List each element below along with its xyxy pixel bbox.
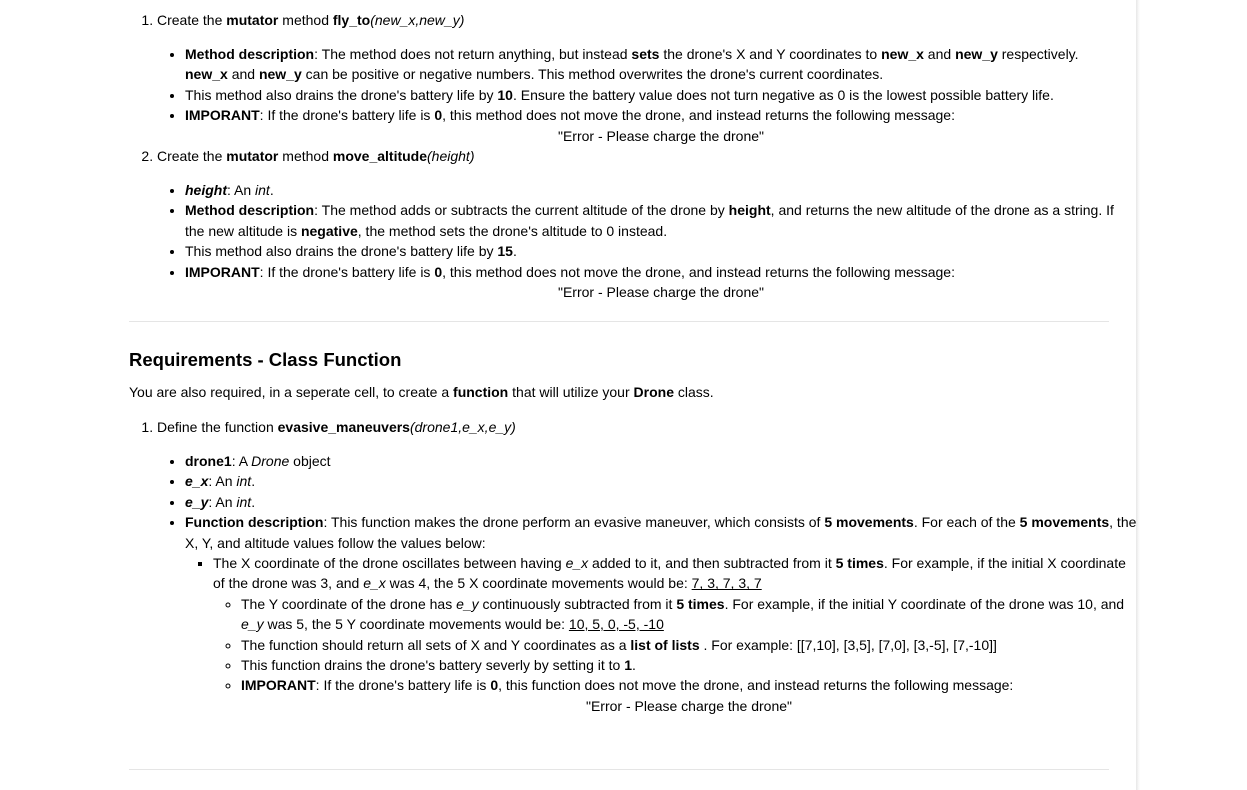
text: . [632,657,636,674]
text: and [923,46,956,62]
fly-to-details [157,44,1137,146]
text: IMPORANT [241,677,316,694]
text: that will utilize your [508,384,634,400]
list-item [241,594,1137,635]
method-name: fly_to [332,12,371,28]
text: : If the drone's battery life is [259,263,435,280]
list-item [185,180,1137,200]
text: int [236,493,252,510]
text: and [227,66,259,83]
text: This method also drains the drone's battery life by [185,86,498,103]
list-item [185,451,1137,471]
text: . For example, if the initial Y coordinate of the drone was 10, and [724,595,1125,612]
text: . [251,473,256,490]
text: , the X, Y, and altitude values follow the values below: [185,514,1137,551]
text: int [236,473,252,490]
text: Method description [185,202,315,219]
text: mutator [226,148,279,165]
text: IMPORANT [185,263,260,280]
error-message: "Error - Please charge the drone" [557,127,765,144]
method-params: (new_x,new_y) [370,12,465,28]
text: Method description [185,46,315,62]
section-title: Requirements - Class Function [129,349,402,370]
text: . [251,493,256,510]
section-intro [129,384,714,400]
text: Create the [157,12,227,28]
text: . For example: [[7,10], [3,5], [7,0], [3,-5], [7,-10]] [699,636,997,653]
function-steps-list [129,417,1137,716]
text: : If the drone's battery life is [315,677,491,694]
sub-rules [213,594,1137,716]
method-name: move_altitude [332,148,428,165]
text: The function should return all sets of X and Y coordinates as a [241,636,631,653]
text: : A [231,453,252,469]
text: Function description [185,514,324,531]
text: : An [208,473,237,490]
text: drone1 [185,453,232,469]
text: height [185,182,227,199]
text: object [289,453,331,469]
text: This function drains the drone's battery severly by setting it to [241,657,625,674]
text: was 4, the 5 X coordinate movements would be: [385,575,692,592]
text: function [453,384,509,400]
x-example: 7, 3, 7, 3, 7 [691,575,762,592]
text: list of lists [630,636,700,653]
function-details [157,451,1137,716]
text: negative [300,222,358,239]
list-item [185,512,1137,716]
text: method [278,12,333,28]
text: 5 times [676,595,725,612]
method-params: (height) [427,148,475,165]
text: Create the [157,148,227,165]
text: e_y [456,595,479,612]
text: continuously subtracted from it [478,595,677,612]
text: new_x [185,66,228,83]
function-params: (drone1,e_x,e_y) [409,419,516,435]
text: 15 [497,243,513,260]
text: new_y [955,46,998,62]
text: , this method does not move the drone, and instead returns the following message: [442,263,955,280]
text: The Y coordinate of the drone has [241,595,457,612]
text: IMPORANT [185,107,260,124]
text: 5 times [835,555,884,572]
divider [129,769,1109,770]
text: 5 movements [824,514,914,531]
text: : If the drone's battery life is [259,107,435,124]
text: 10 [497,86,513,103]
list-item [185,241,1137,261]
text: , this function does not move the drone, and instead returns the following message: [498,677,1014,694]
text: Define the function [157,419,278,435]
text: : The method adds or subtracts the current altitude of the drone by [314,202,729,219]
list-item [185,200,1137,241]
move-altitude-details [157,180,1137,302]
text: : An [208,493,237,510]
error-message: "Error - Please charge the drone" [585,697,793,714]
text: e_x [185,473,209,490]
text: respectively. [997,46,1079,62]
text: new_x [881,46,924,62]
text: added to it, and then subtracted from it [588,555,836,572]
text: 0 [434,107,443,124]
step-move-altitude [157,146,1137,302]
text: . For each of the [913,514,1020,531]
movement-rules [185,553,1137,716]
text: method [278,148,333,165]
text: can be positive or negative numbers. This method overwrites the drone's current coordinates. [301,66,884,83]
text: , the method sets the drone's altitude to 0 instead. [357,222,668,239]
list-item [213,553,1137,716]
list-item [185,105,1137,146]
text: , this method does not move the drone, and instead returns the following message: [442,107,955,124]
text: 0 [490,677,499,694]
text: class. [673,384,714,400]
text: 1 [624,657,632,674]
list-item [241,655,1137,675]
text: Drone [633,384,674,400]
y-example: 10, 5, 0, -5, -10 [568,616,664,633]
text: new_y [258,66,302,83]
text: . [269,182,274,199]
text: height [728,202,771,219]
list-item [185,44,1137,85]
divider [129,321,1109,322]
step-fly-to [157,10,1137,146]
text: int [255,182,270,199]
text: 5 movements [1019,514,1110,531]
function-name: evasive_maneuvers [277,419,410,435]
text: , and returns the new altitude of the drone as a string. If the new altitude is [185,202,1114,239]
text: : This function makes the drone perform an evasive maneuver, which consists of [323,514,825,531]
list-item [241,635,1137,655]
text: The X coordinate of the drone oscillates between having [213,555,566,572]
text: You are also required, in a seperate cell, to create a [129,384,454,400]
text: Drone [251,453,290,469]
text: was 5, the 5 Y coordinate movements would be: [263,616,569,633]
step-evasive-maneuvers [157,417,1137,716]
text: e_x [363,575,386,592]
text: . Ensure the battery value does not turn negative as 0 is the lowest possible battery life. [512,86,1054,103]
list-item [185,85,1137,105]
text: . [512,243,517,260]
method-steps-list [129,10,1137,302]
text: e_x [565,555,589,572]
text: e_y [241,616,264,633]
text: This method also drains the drone's battery life by [185,243,498,260]
list-item [185,262,1137,303]
text: . For example, if the initial X coordinate of the drone was 3, and [213,555,1126,592]
error-message: "Error - Please charge the drone" [557,284,765,301]
list-item [185,471,1137,491]
text: sets [631,46,660,62]
text: the drone's X and Y coordinates to [659,46,882,62]
text: : The method does not return anything, but instead [314,46,632,62]
text: e_y [185,493,209,510]
text: : An [227,182,256,199]
text: 0 [434,263,443,280]
text: mutator [226,12,279,28]
list-item [241,675,1137,716]
list-item [185,492,1137,512]
